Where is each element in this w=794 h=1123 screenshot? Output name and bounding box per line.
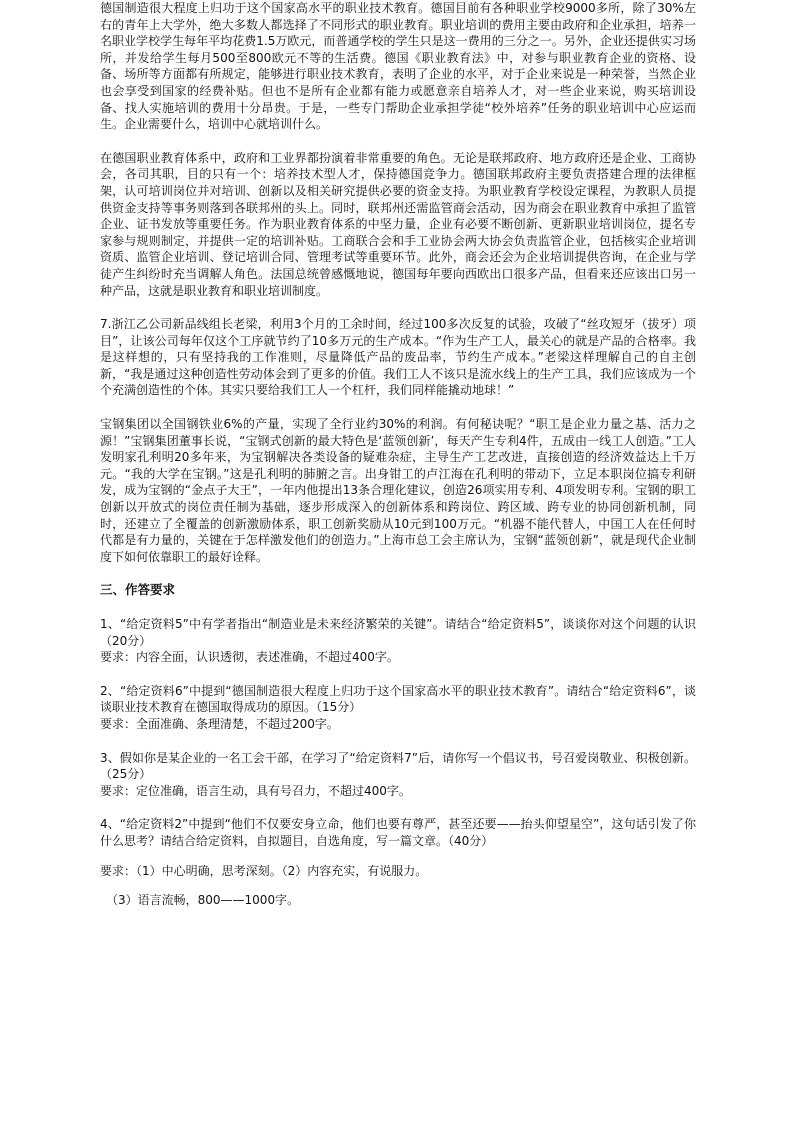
question-3-text: 3、假如你是某企业的一名工会干部，在学习了“给定资料7”后，请你写一个倡议书，号召爱岗敬业、积极创新。（25分）: [100, 750, 696, 782]
question-4-text: 4、“给定资料2”中提到“他们不仅要安身立命，他们也要有尊严，甚至还要——抬头仰望星空”，这句话引发了你什么思考？请结合给定资料，自拟题目，自选角度，写一篇文章。（40分）: [100, 817, 696, 848]
document-page: [100, 0, 696, 909]
section-heading-answer-requirements: 三、作答要求: [100, 582, 176, 598]
question-4-requirement-language: （3）语言流畅，800——1000字。: [106, 893, 300, 908]
paragraph-baosteel-innovation: 宝钢集团以全国钢铁业6%的产量，实现了全行业约30%的利润。有何秘诀呢？“职工是企业力量之基、活力之源！”宝钢集团董事长说，“宝钢式创新的最大特色是‘蓝领创新’，每天产生专利4件，五成由一线工人创造。”工人发明家孔利明20多年来，为宝钢解决各类设备的疑难杂症，主导生产工艺改进，直接创造的经济效益达上千万元。“我的大学在宝钢。”这是孔利明的肺腑之言。出身钳工的卢江海在孔利明的带动下，立足本职岗位搞专利研发，成为宝钢的“金点子大王”，一年内他提出13条合理化建议，创造26项实用专利、4项发明专利。宝钢的职工创新以开放式的岗位责任制为基础，逐步形成深入的创新体系和跨岗位、跨区域、跨专业的协同创新机制，同时，还建立了全覆盖的创新激励体系，职工创新奖励从10元到100万元。“机器不能代替人，中国工人在任何时代都是有力量的，关键在于怎样激发他们的创造力。”上海市总工会主席认为，宝钢“蓝领创新”，就是现代企业制度下如何依靠职工的最好诠释。: [100, 417, 696, 564]
paragraph-german-vocational-education: 德国制造很大程度上归功于这个国家高水平的职业技术教育。德国目前有各种职业学校9000多所，除了30%左右的青年上大学外，绝大多数人都选择了不同形式的职业教育。职业培训的费用主要由政府和企业承担，培养一名职业学校学生每年平均花费1.5万欧元，而普通学校的学生只是这一费用的三分之一。另外，企业还提供实习场所，并发给学生每月500至800欧元不等的生活费。德国《职业教育法》中，对参与职业教育企业的资格、设备、场所等方面都有所规定，能够进行职业技术教育，表明了企业的水平，对于企业来说是一种荣誉，当然企业也会享受到国家的经费补贴。但也不是所有企业都有能力或愿意亲自培养人才，对一些企业来说，购买培训设备、找人实施培训的费用十分昂贵。于是，一些专门帮助企业承担学徒“校外培养”任务的职业培训中心应运而生。企业需要什么，培训中心就培训什么。: [100, 1, 696, 132]
question-2-requirement: 要求：全面准确、条理清楚，不超过200字。: [100, 716, 339, 731]
question-3-requirement: 要求：定位准确，语言生动，具有号召力，不超过400字。: [100, 783, 411, 798]
question-4-requirement: 要求：（1）中心明确，思考深刻。（2）内容充实，有说服力。: [100, 863, 428, 878]
question-1-text: 1、“给定资料5”中有学者指出“制造业是未来经济繁荣的关键”。请结合“给定资料5”，谈谈你对这个问题的认识（20分）: [100, 617, 696, 648]
question-1-requirement: 要求：内容全面，认识透彻，表述准确，不超过400字。: [100, 650, 399, 665]
paragraph-german-government-role: 在德国职业教育体系中，政府和工业界都扮演着非常重要的角色。无论是联邦政府、地方政府还是企业、工商协会，各司其职，目的只有一个：培养技术型人才，保持德国竞争力。德国联邦政府主要负责搭建合理的法律框架，认可培训岗位并对培训、创新以及相关研究提供必要的资金支持。为职业教育学校设定课程，为教职人员提供资金支持等事务则落到各联邦州的头上。同时，联邦州还需监管商会活动，因为商会在职业教育中承担了监管企业、证书发放等重要任务。作为职业教育体系的中坚力量，企业有必要不断创新、更新职业培训岗位，提名专家参与规则制定，并提供一定的培训补贴。工商联合会和手工业协会两大协会负责监管企业，包括核实企业培训资质、监管企业培训、登记培训合同、管理考试等重要环节。此外，商会还会为企业培训提供咨询，在企业与学徒产生纠纷时充当调解人角色。法国总统曾感慨地说，德国每年要向西欧出口很多产品，但看来还应该出口另一种产品，这就是职业教育和职业培训制度。: [100, 150, 696, 298]
question-2-text: 2、“给定资料6”中提到“德国制造很大程度上归功于这个国家高水平的职业技术教育”。请结合“给定资料6”，谈谈职业技术教育在德国取得成功的原因。（15分）: [100, 683, 696, 715]
paragraph-material-7-lao-liang: 7.浙江乙公司新品线组长老梁，利用3个月的工余时间，经过100多次反复的试验，攻破了“丝攻短牙（拔牙）项目”，让该公司每年仅这个工序就节约了10多万元的生产成本。“作为生产工人，最关心的就是产品的合格率。我是这样想的，只有坚持我的工作准则，尽量降低产品的废品率，节约生产成本。”老梁这样理解自己的自主创新，“我是通过这种创造性劳动体会到了更多的价值。我们工人不该只是流水线上的生产工具，我们应该成为一个个充满创造性的个体。其实只要给我们工人一个杠杆，我们同样能撬动地球！”: [100, 317, 696, 398]
